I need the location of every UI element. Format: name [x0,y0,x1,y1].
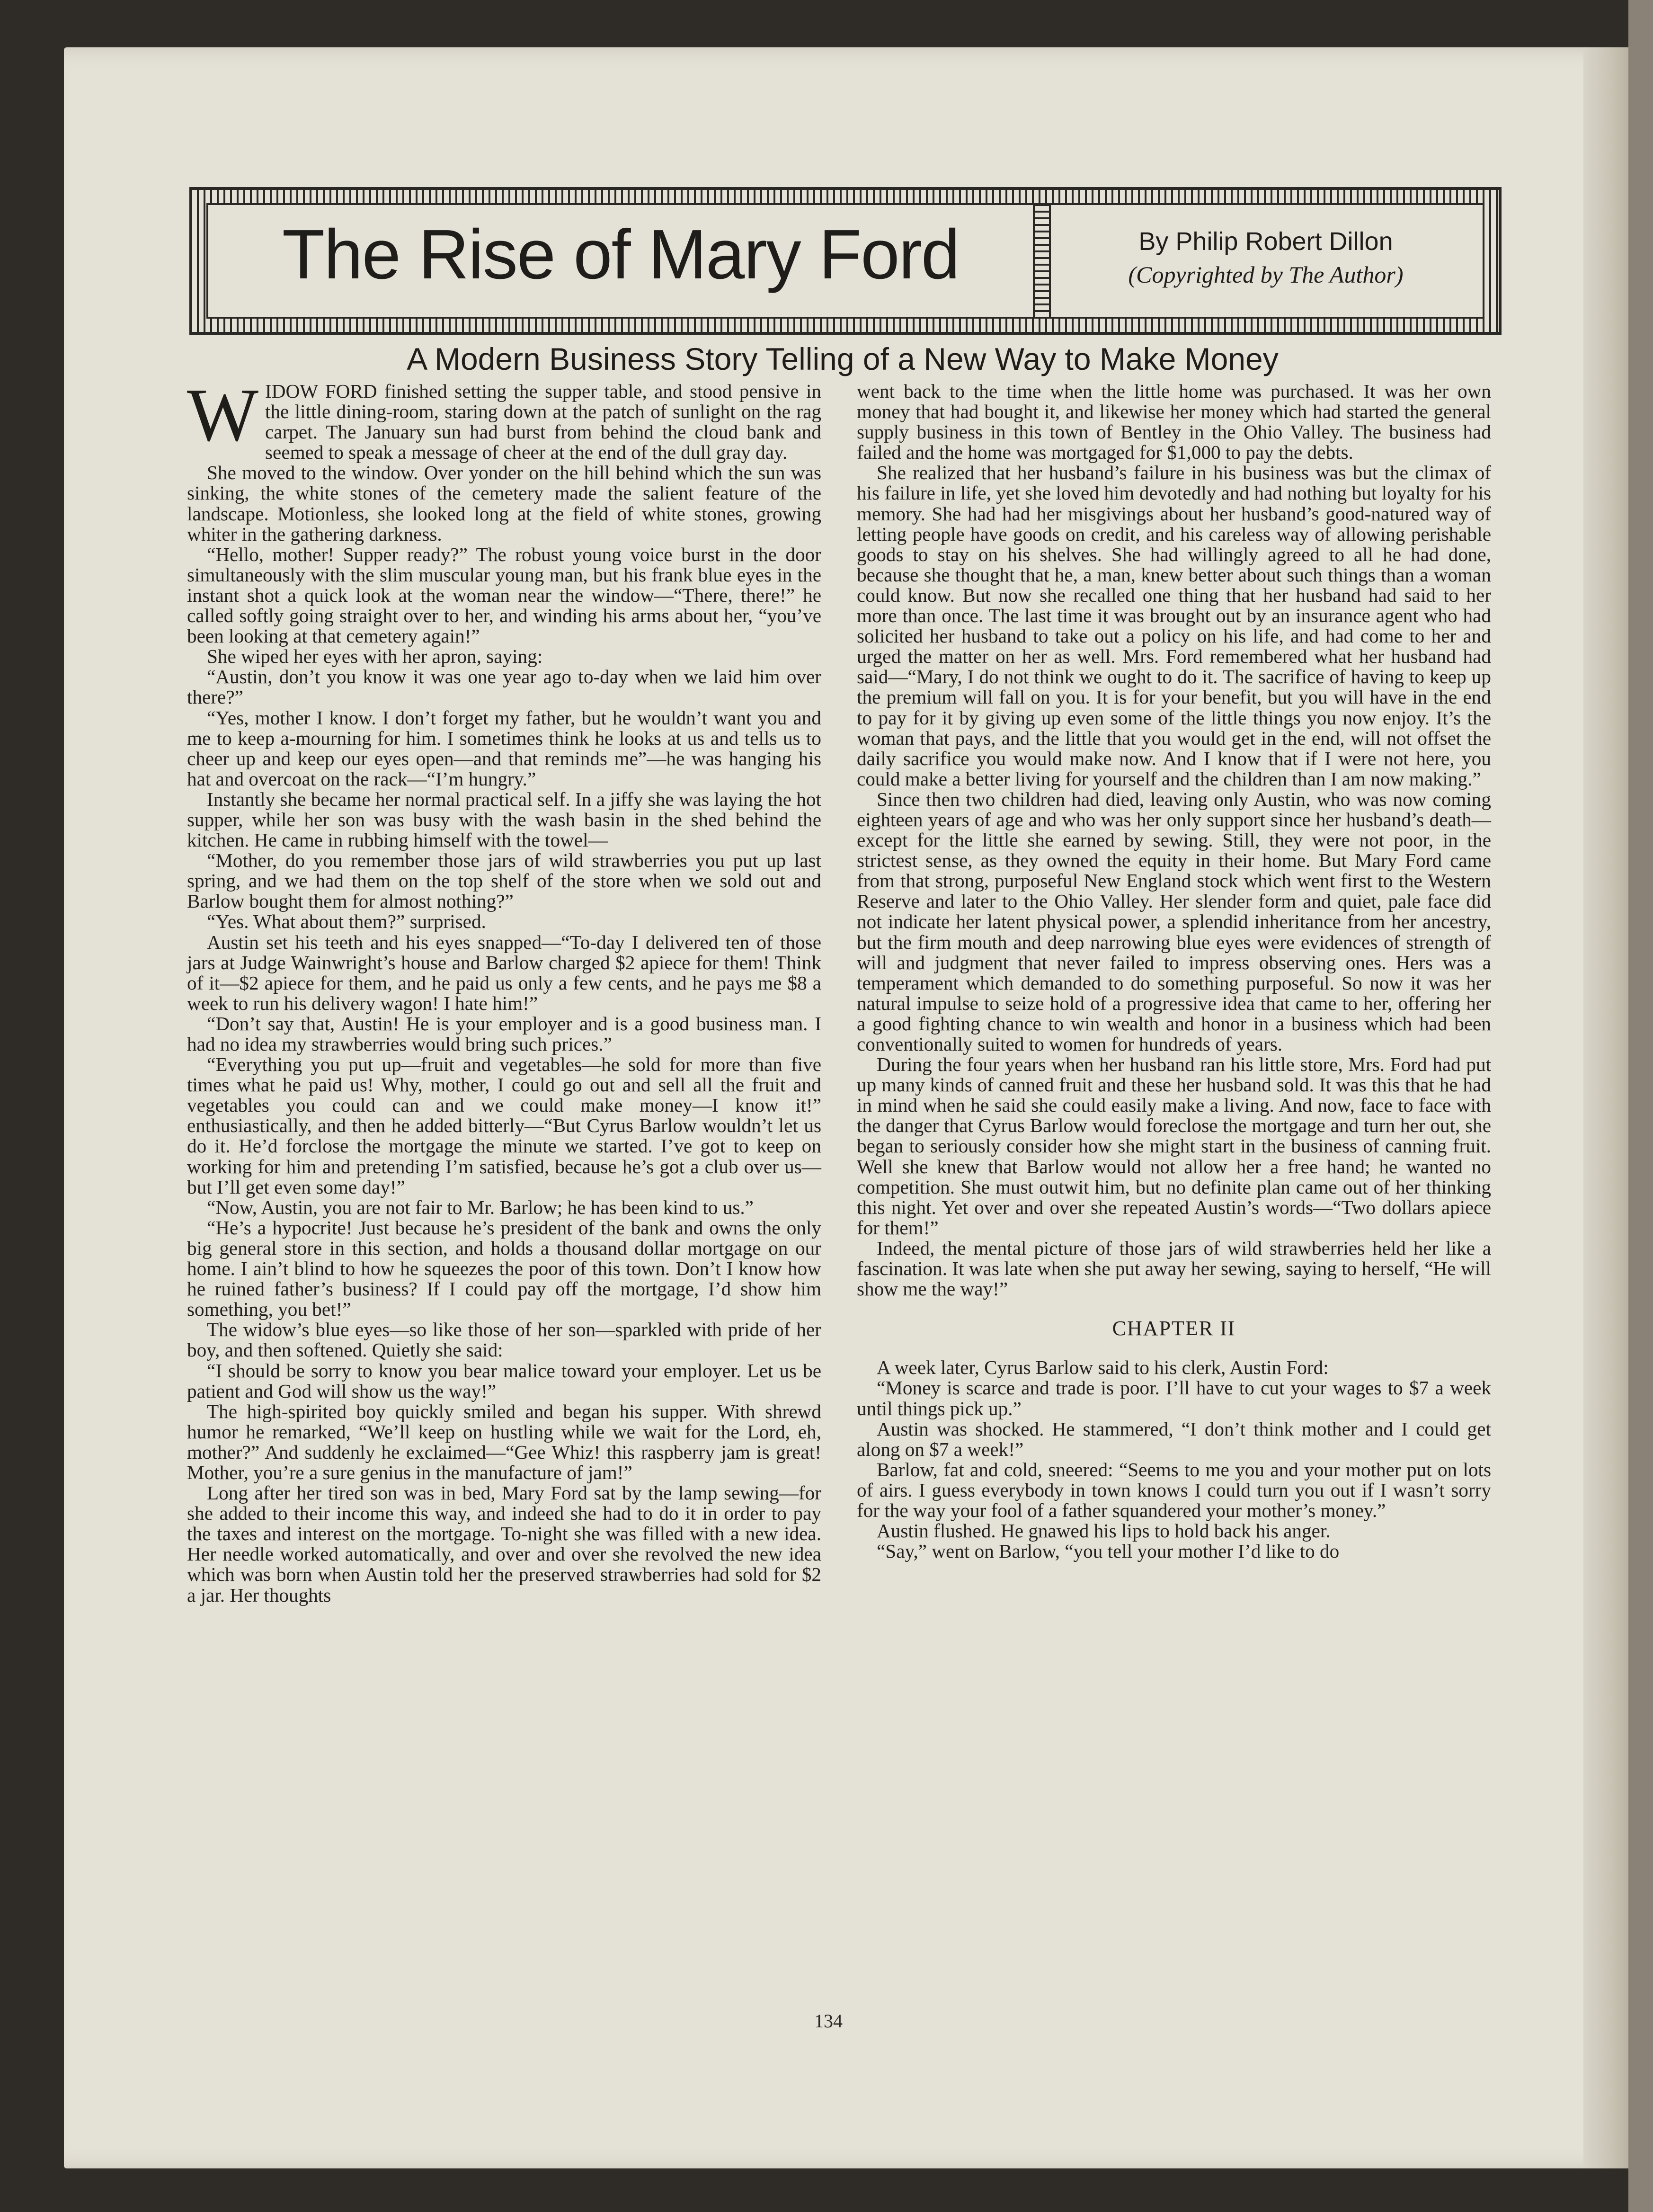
paragraph: During the four years when her husband ran his little store, Mrs. Ford had put up many kinds of canned fruit and these her husband sold. It was this that he had in mind when he said she could easily make a living. And now, face to face with the danger that Cyrus Barlow would foreclose the mortgage and turn her out, she began to seriously consider how she might start in the business of canning fruit. Well she knew that Barlow would not allow her a free hand; he wanted no competition. She must outwit him, but no definite plan came out of her thinking this night. Yet over and over she repeated Austin’s words—“Two dollars apiece for them!” [857,1053,1491,1239]
paragraph: Austin flushed. He gnawed his lips to hold back his anger. [877,1520,1331,1542]
title-frame-divider [1033,205,1051,317]
title-frame-inner [206,203,1484,319]
paragraph: “Don’t say that, Austin! He is your employer and is a good business man. I had no idea my strawberries would bring such prices.” [187,1012,821,1055]
paragraph: She wiped her eyes with her apron, saying: [207,645,543,668]
right-column-part-b [857,1357,1491,1561]
paragraph: IDOW FORD finished setting the supper table, and stood pensive in the little dining-room, staring down at the patch of sunlight on the rag carpet. The January sun had burst from behind the cloud bank and seemed to speak a message of cheer at the end of the dull gray day. [265,380,821,464]
article-title: The Rise of Mary Ford [282,215,960,294]
right-column-part-a [857,381,1491,1299]
paragraph: Austin set his teeth and his eyes snapped—“To-day I delivered ten of those jars at Judge Wainwright’s house and Barlow charged $2 apiece for them! Think of it—$2 apiece for them, and he paid us only a few cents, and he pays me $8 a week to run his delivery wagon! I hate him!” [187,931,821,1014]
paragraph: “Austin, don’t you know it was one year ago to-day when we laid him over there?” [187,666,821,708]
page-number: 134 [814,2010,843,2032]
paragraph: “He’s a hypocrite! Just because he’s president of the bank and owns the only big general store in this section, and holds a thousand dollar mortgage on our home. I ain’t blind to how he squeezes the poor of this town. Don’t I know how he ruined father’s business? If I could pay off the mortgage, I’d show him something, you bet!” [187,1216,821,1320]
title-frame [189,187,1502,335]
paragraph: went back to the time when the little home was purchased. It was her own money that had bought it, and likewise her money which had started the general supply business in this town of Bentley in the Ohio Valley. The business had failed and the home was mortgaged for $1,000 to pay the debts. [857,380,1491,464]
paragraph: The widow’s blue eyes—so like those of her son—sparkled with pride of her boy, and then softened. Quietly she said: [187,1319,821,1361]
paragraph: “Yes. What about them?” surprised. [207,910,486,933]
paragraph: The high-spirited boy quickly smiled and began his supper. With shrewd humor he remarked, “We’ll keep on hustling while we wait for the Lord, eh, mother?” And suddenly he exclaimed—“Gee Whiz! this raspberry jam is great! Mother, you’re a sure genius in the manufacture of jam!” [187,1400,821,1483]
page-gutter-shadow [1583,47,1628,2168]
paragraph: She realized that her husband’s failure in his business was but the climax of his failure in life, yet she loved him devotedly and had nothing but loyalty for his memory. She had had her misgivings about her husband’s good-natured way of letting people have goods on credit, and his careless way of allowing perishable goods to stay on his shelves. She had willingly agreed to all he had done, because she thought that he, a man, knew better about such things than a woman could know. But now she recalled one thing that her husband had said to her more than once. The last time it was brought out by an insurance agent who had solicited her husband to take out a policy on his life, and had come to her and urged the matter on her as well. Mrs. Ford remembered what her husband had said—“Mary, I do not think we ought to do it. The sacrifice of having to keep up the premium will fall on you. It is for your benefit, but you will have in the end to pay for it by giving up even some of the little things you now enjoy. It’s the woman that pays, and the little that you would get in the end, will not offset the daily sacrifice you would make now. And I know that if I were not here, you could make a better living for yourself and the children than I am now making.” [857,462,1491,790]
paragraph: “Mother, do you remember those jars of wild strawberries you put up last spring, and we had them on the top shelf of the store when we sold out and Barlow bought them for almost nothing?” [187,849,821,912]
paragraph: Instantly she became her normal practical self. In a jiffy she was laying the hot supper, while her son was busy with the wash basin in the shed behind the kitchen. He came in rubbing himself with the towel— [187,788,821,851]
book-binding [1628,0,1653,2212]
paragraph: “Yes, mother I know. I don’t forget my father, but he wouldn’t want you and me to keep a-mourning for him. I sometimes think he looks at us and tells us to cheer up and keep our eyes open—and that reminds me”—he was hanging his hat and overcoat on the rack—“I’m hungry.” [187,706,821,790]
copyright-line: (Copyrighted by The Author) [1128,261,1404,288]
paragraph: Long after her tired son was in bed, Mary Ford sat by the lamp sewing—for she added to their income this way, and indeed she had to do it in order to pay the taxes and interest on the mortgage. To-night she was filled with a new idea. Her needle worked automatically, and over and over she revolved the new idea which was born when Austin told her the preserved strawberries had sold for $2 a jar. Her thoughts [187,1482,821,1606]
paragraph: “Money is scarce and trade is poor. I’ll have to cut your wages to $7 a week until things pick up.” [857,1377,1491,1419]
paragraph: “Now, Austin, you are not fair to Mr. Barlow; he has been kind to us.” [207,1196,754,1218]
paragraph: A week later, Cyrus Barlow said to his clerk, Austin Ford: [877,1356,1329,1379]
byline [1049,225,1483,291]
article-subtitle: A Modern Business Story Telling of a New Way to Make Money [407,341,1279,376]
paragraph: “Hello, mother! Supper ready?” The robust young voice burst in the door simultaneously with the slim muscular young man, but his frank blue eyes in the instant shot a quick look at the woman near the window—“There, there!” he called softly going straight over to her, and winding his arms about her, “you’ve been looking at that cemetery again!” [187,543,821,647]
drop-cap: W [187,373,259,457]
paragraph: Austin was shocked. He stammered, “I don’t think mother and I could get along on $7 a week!” [857,1418,1491,1460]
paragraph: Since then two children had died, leaving only Austin, who was now coming eighteen years of age and who was her only support since her husband’s death—except for the little she earned by sewing. Still, they were not poor, in the strictest sense, as they owned the equity in their home. But Mary Ford came from that strong, purposeful New England stock which went first to the Western Reserve and later to the Ohio Valley. Her slender form and quiet, pale face did not indicate her latent physical power, a splendid inheritance from her ancestry, but the firm mouth and deep narrowing blue eyes were evidences of strength of will and judgment that never failed to impress observing ones. Hers was a temperament which demanded to do something purposeful. So now it was her natural impulse to seize hold of a progressive idea that came to her, offering her a good fighting chance to win wealth and honor in a business which had been conventionally suited to women for hundreds of years. [857,788,1491,1055]
paragraph: “Say,” went on Barlow, “you tell your mother I’d like to do [877,1540,1340,1562]
right-text-column [857,381,1491,1561]
author-line: By Philip Robert Dillon [1138,227,1393,256]
paragraph: “Everything you put up—fruit and vegetables—he sold for more than five times what he paid us! Why, mother, I could go out and sell all the fruit and vegetables you could can and we could make money—I know it!” enthusiastically, and then he added bitterly—“But Cyrus Barlow wouldn’t let us do it. He’d forclose the mortgage the minute we started. I’ve got to keep on working for him and pretending I’m satisfied, because he’s got a club over us—but I’ll get even some day!” [187,1053,821,1198]
paragraph: “I should be sorry to know you bear malice toward your employer. Let us be patient and God will show us the way!” [187,1359,821,1402]
paragraph: Indeed, the mental picture of those jars of wild strawberries held her like a fascination. It was late when she put away her sewing, saying to herself, “He will show me the way!” [857,1237,1491,1300]
paragraph: Barlow, fat and cold, sneered: “Seems to me you and your mother put on lots of airs. I guess everybody in town knows I could turn you out if I wasn’t sorry for the way your fool of a father squandered your mother’s money.” [857,1458,1491,1521]
paragraph: She moved to the window. Over yonder on the hill behind which the sun was sinking, the white stones of the cemetery made the salient feature of the landscape. Motionless, she looked long at the field of white stones, growing whiter in the gathering darkness. [187,462,821,545]
chapter-heading: CHAPTER II [1112,1317,1236,1340]
left-text-column [187,373,821,1606]
